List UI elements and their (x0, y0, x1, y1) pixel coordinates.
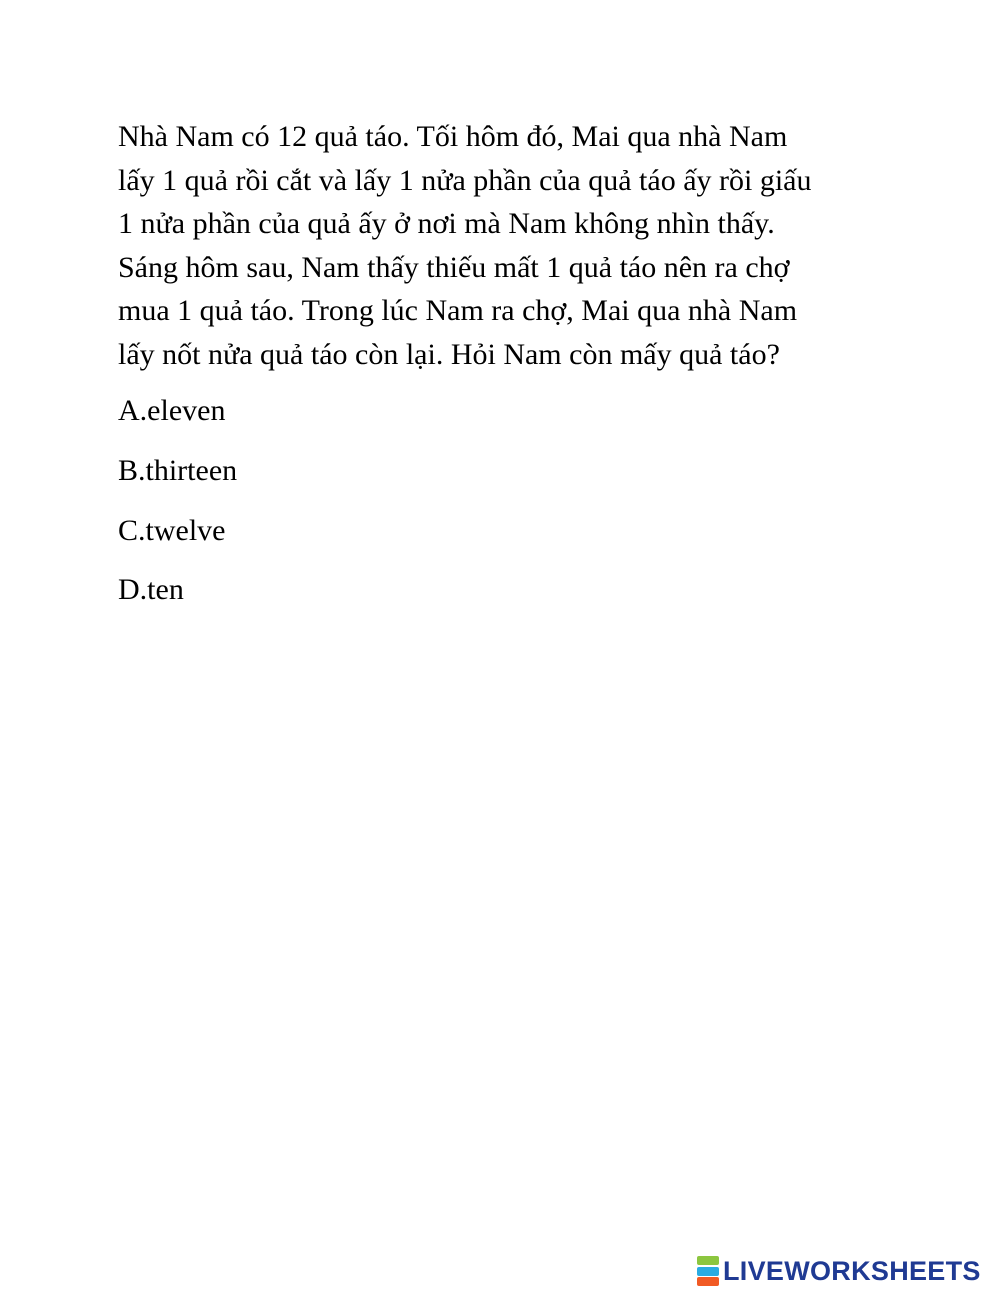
question-line: Nhà Nam có 12 quả táo. Tối hôm đó, Mai qua nhà Nam (118, 120, 788, 153)
question-line: lấy 1 quả rồi cắt và lấy 1 nửa phần của quả táo ấy rồi giấu (118, 163, 812, 197)
question-line: 1 nửa phần của quả ấy ở nơi mà Nam không nhìn thấy. (118, 207, 775, 240)
question-line: mua 1 quả táo. Trong lúc Nam ra chợ, Mai qua nhà Nam (118, 294, 798, 327)
option-c: C.twelve (118, 514, 226, 547)
liveworksheets-logo (697, 1253, 981, 1289)
option-d: D.ten (118, 573, 184, 606)
question-text (118, 115, 898, 376)
logo-text: LIVEWORKSHEETS (723, 1256, 981, 1286)
liveworksheets-logo-icon (697, 1256, 719, 1286)
option-a: A.eleven (118, 394, 226, 427)
logo-block (697, 1267, 719, 1276)
option-b: B.thirteen (118, 454, 238, 487)
logo-block (697, 1256, 719, 1265)
question-line: lấy nốt nửa quả táo còn lại. Hỏi Nam còn mấy quả táo? (118, 337, 780, 371)
question-line: Sáng hôm sau, Nam thấy thiếu mất 1 quả táo nên ra chợ (118, 250, 790, 284)
logo-block (697, 1277, 719, 1286)
